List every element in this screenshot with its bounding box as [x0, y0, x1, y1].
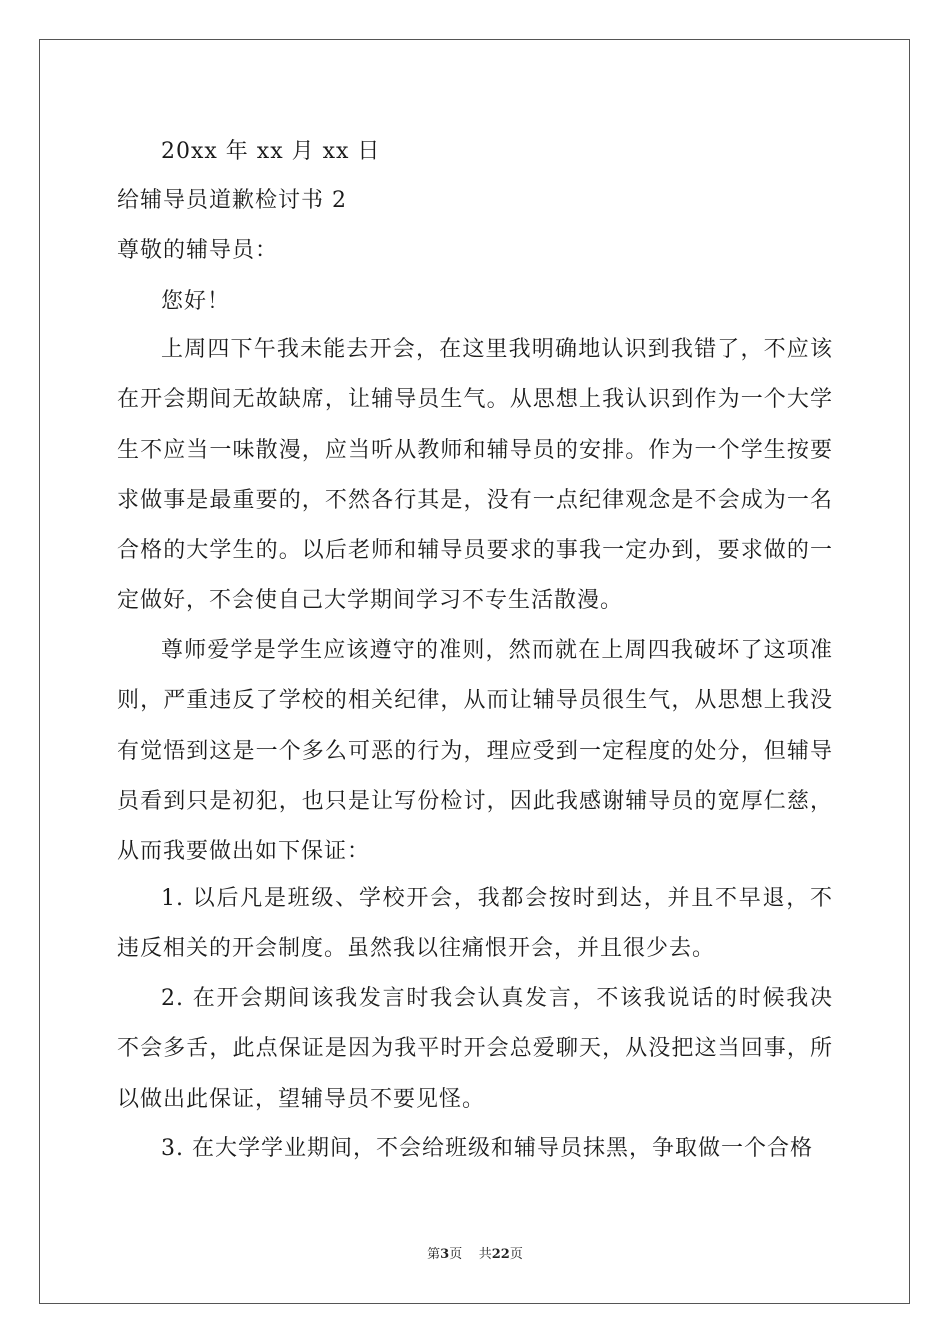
pledge-item-2: 2. 在开会期间该我发言时我会认真发言，不该我说话的时候我决不会多舌，此点保证是因为我平时开会总爱聊天，从没把这当回事，所以做出此保证，望辅导员不要见怪。 — [117, 986, 833, 1112]
footer-total-suffix: 页 — [509, 1247, 523, 1262]
footer-page-suffix: 页 — [449, 1247, 463, 1262]
body-paragraph-2: 尊师爱学是学生应该遵守的准则，然而就在上周四我破坏了这项准则，严重违反了学校的相关纪律，从而让辅导员很生气，从思想上我没有觉悟到这是一个多么可恶的行为，理应受到一定程度的处分，但辅导员看到只是初犯，也只是让写份检讨，因此我感谢辅导员的宽厚仁慈，从而我要做出如下保证： — [117, 638, 833, 865]
page-footer — [0, 1247, 950, 1263]
footer-page-prefix: 第 — [427, 1247, 441, 1262]
footer-total-pages: 22 — [491, 1247, 510, 1262]
date-line: 20xx 年 xx 月 xx 日 — [161, 139, 381, 164]
footer-page-number: 3 — [440, 1247, 450, 1262]
pledge-item-3: 3. 在大学学业期间，不会给班级和辅导员抹黑，争取做一个合格 — [161, 1136, 813, 1161]
greeting: 您好！ — [161, 289, 231, 314]
document-heading: 给辅导员道歉检讨书 2 — [117, 188, 347, 213]
pledge-item-1: 1. 以后凡是班级、学校开会，我都会按时到达，并且不早退，不违反相关的开会制度。虽然我以往痛恨开会，并且很少去。 — [117, 886, 833, 962]
footer-total-prefix: 共 — [478, 1247, 492, 1262]
body-paragraph-1: 上周四下午我未能去开会，在这里我明确地认识到我错了，不应该在开会期间无故缺席，让辅导员生气。从思想上我认识到作为一个大学生不应当一味散漫，应当听从教师和辅导员的安排。作为一个学生按要求做事是最重要的，不然各行其是，没有一点纪律观念是不会成为一名合格的大学生的。以后老师和辅导员要求的事我一定办到，要求做的一定做好，不会使自己大学期间学习不专生活散漫。 — [117, 337, 833, 614]
salutation: 尊敬的辅导员： — [117, 238, 279, 263]
